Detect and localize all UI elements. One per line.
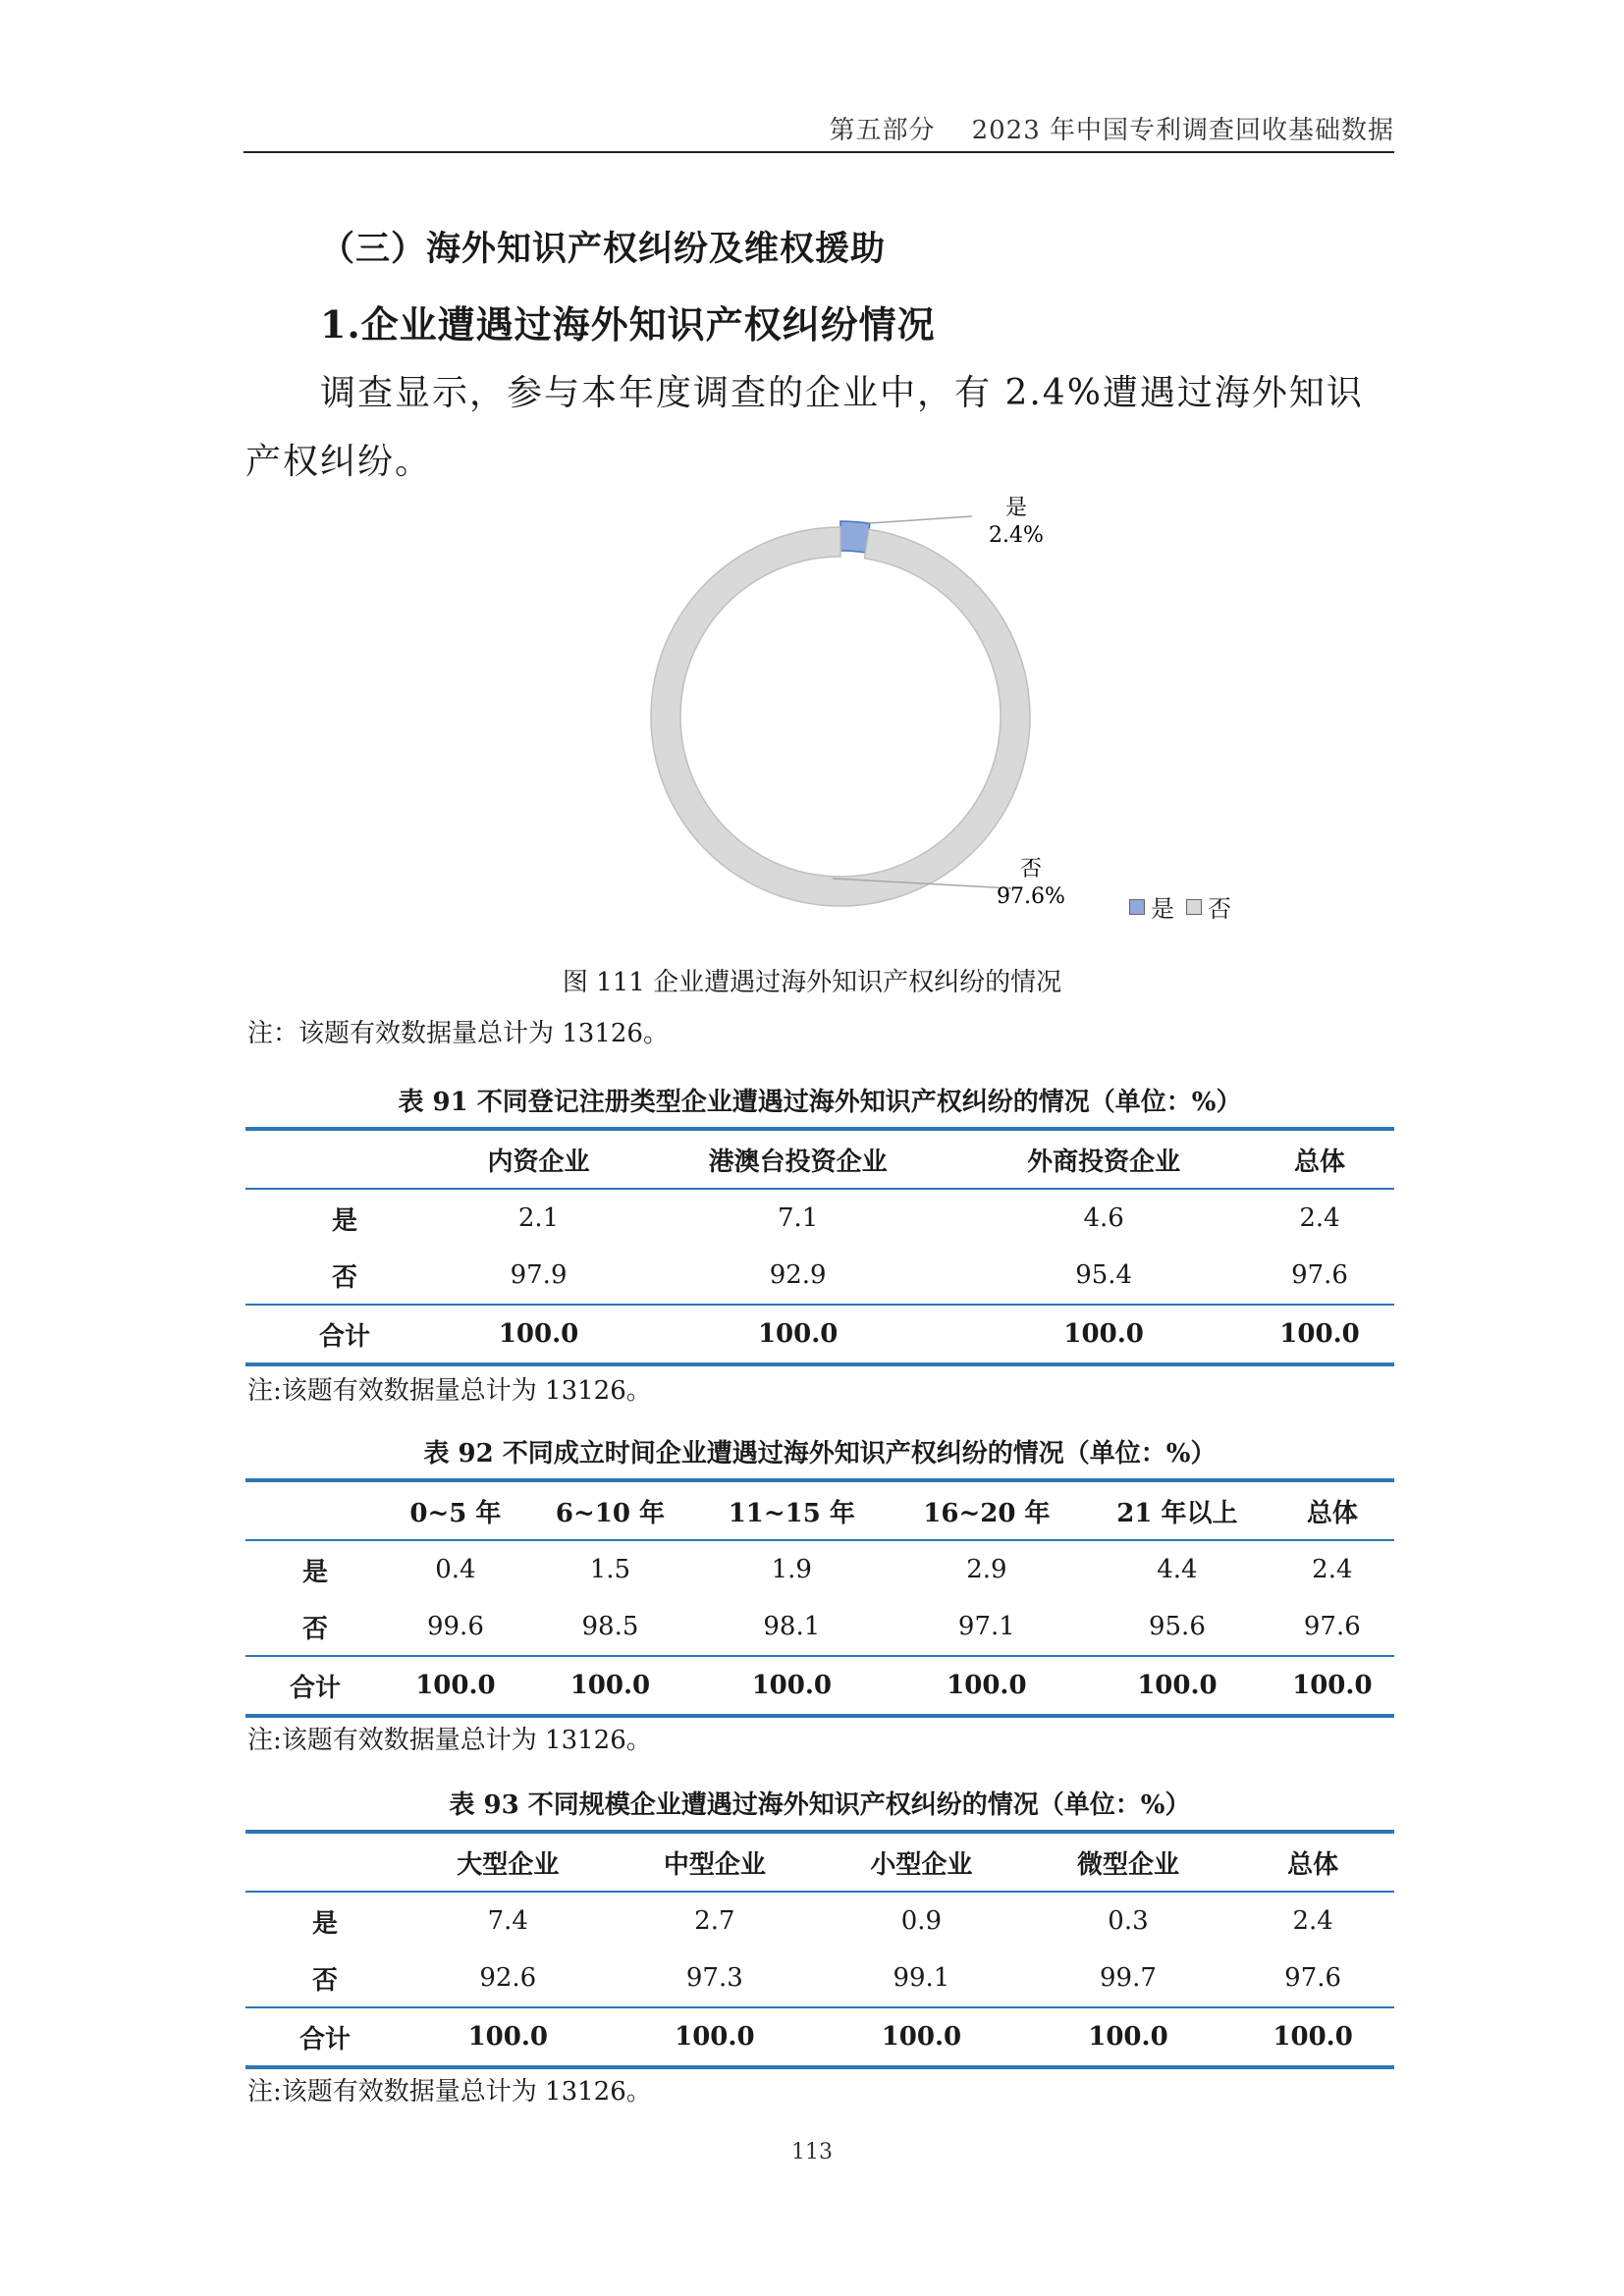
table91-col-header: 港澳台投资企业 [633, 1129, 962, 1189]
table-cell: 100.0 [1025, 2007, 1232, 2067]
table92-col-header [245, 1480, 385, 1540]
table93-note: 注:该题有效数据量总计为 13126。 [247, 2077, 652, 2107]
table-cell: 1.9 [771, 1555, 812, 1584]
table93-col-header: 微型企业 [1025, 1832, 1232, 1892]
table-total-row [245, 1305, 1394, 1364]
table92-col-header: 11~15 年 [694, 1480, 890, 1540]
table-cell: 95.6 [1148, 1612, 1206, 1641]
table-cell: 100.0 [890, 1656, 1085, 1716]
table-cell: 1.5 [589, 1555, 631, 1584]
table-total-row [245, 1656, 1394, 1716]
table-cell: 97.3 [685, 1963, 743, 1993]
header-section: 第五部分 [829, 116, 936, 145]
table-cell: 92.6 [479, 1963, 537, 1993]
table-cell: 100.0 [385, 1656, 526, 1716]
table92-col-header: 6~10 年 [526, 1480, 694, 1540]
row-label: 合计 [245, 2007, 405, 2067]
legend-label-no: 否 [1208, 895, 1231, 923]
table-cell: 100.0 [526, 1656, 694, 1716]
table-cell: 7.1 [777, 1203, 819, 1233]
table-cell: 4.4 [1157, 1555, 1198, 1584]
table-cell: 2.4 [1292, 1906, 1333, 1936]
table91 [245, 1127, 1394, 1366]
table93 [245, 1830, 1394, 2069]
table91-col-header: 内资企业 [444, 1129, 633, 1189]
table91-note: 注:该题有效数据量总计为 13126。 [247, 1376, 652, 1406]
table93-col-header: 中型企业 [612, 1832, 819, 1892]
table91-col-header: 总体 [1245, 1129, 1394, 1189]
row-label: 是 [331, 1205, 357, 1236]
table-cell: 95.4 [1075, 1260, 1133, 1290]
table-cell: 2.7 [694, 1906, 735, 1936]
table-cell: 97.6 [1291, 1260, 1348, 1290]
table-cell: 0.9 [900, 1906, 943, 1936]
table-cell: 100.0 [1271, 1656, 1394, 1716]
data-label-no-category: 否 [1019, 857, 1043, 881]
donut-slice-no [651, 527, 1030, 906]
table-cell: 97.9 [510, 1260, 568, 1290]
table93-col-header: 总体 [1231, 1832, 1394, 1892]
table-cell: 99.6 [426, 1612, 484, 1641]
donut-chart-svg [550, 491, 1100, 942]
table-cell: 4.6 [1083, 1203, 1124, 1233]
table-cell: 100.0 [405, 2007, 612, 2067]
table-cell: 100.0 [444, 1305, 633, 1364]
table-row [245, 1189, 1394, 1247]
legend-label-yes: 是 [1151, 895, 1174, 923]
table-row [245, 1892, 1394, 1949]
row-label: 是 [311, 1908, 338, 1939]
table-total-row [245, 2007, 1394, 2067]
leader-line-yes [869, 516, 972, 523]
row-label: 是 [301, 1557, 328, 1587]
table-cell: 97.1 [957, 1612, 1015, 1641]
table-cell: 100.0 [1084, 1656, 1271, 1716]
table-cell: 100.0 [1231, 2007, 1394, 2067]
table-row [245, 1949, 1394, 2007]
chart-legend [1129, 889, 1231, 924]
row-label: 否 [311, 1965, 338, 1996]
table92-col-header: 21 年以上 [1084, 1480, 1271, 1540]
data-label-yes-category: 是 [1004, 496, 1028, 520]
table91-col-header: 外商投资企业 [962, 1129, 1245, 1189]
page-number: 113 [791, 2140, 833, 2164]
table-cell: 97.6 [1303, 1612, 1361, 1641]
row-label: 合计 [245, 1656, 385, 1716]
table-cell: 0.4 [435, 1555, 476, 1584]
table-cell: 100.0 [962, 1305, 1245, 1364]
table-cell: 2.1 [517, 1203, 560, 1233]
row-label: 合计 [245, 1305, 444, 1364]
table-cell: 99.7 [1100, 1963, 1157, 1993]
row-label: 否 [331, 1262, 357, 1293]
table-cell: 100.0 [694, 1656, 890, 1716]
table-cell: 7.4 [487, 1906, 528, 1936]
header-title: 2023 年中国专利调查回收基础数据 [971, 116, 1394, 145]
table91-col-header [245, 1129, 444, 1189]
table92-col-header: 16~20 年 [890, 1480, 1085, 1540]
table91-title: 表 91 不同登记注册类型企业遭遇过海外知识产权纠纷的情况（单位：%） [398, 1088, 1242, 1117]
table93-title: 表 93 不同规模企业遭遇过海外知识产权纠纷的情况（单位：%） [449, 1790, 1191, 1820]
table93-col-header: 小型企业 [818, 1832, 1025, 1892]
legend-swatch-yes [1129, 899, 1145, 915]
data-label-yes-value: 2.4% [989, 523, 1044, 548]
paragraph-line-2: 产权纠纷。 [245, 442, 433, 482]
section-heading: （三）海外知识产权纠纷及维权援助 [320, 229, 887, 269]
figure-caption: 图 111 企业遭遇过海外知识产权纠纷的情况 [562, 968, 1062, 997]
table-cell: 2.4 [1299, 1203, 1340, 1233]
table-cell: 100.0 [633, 1305, 962, 1364]
table93-col-header [245, 1832, 405, 1892]
table92 [245, 1478, 1394, 1718]
table-cell: 100.0 [612, 2007, 819, 2067]
table-cell: 98.1 [763, 1612, 821, 1641]
legend-swatch-no [1186, 899, 1202, 915]
table-row [245, 1540, 1394, 1598]
table-cell: 0.3 [1108, 1906, 1149, 1936]
table-cell: 2.9 [966, 1555, 1007, 1584]
table-cell: 97.6 [1284, 1963, 1342, 1993]
table92-col-header: 总体 [1271, 1480, 1394, 1540]
table92-col-header: 0~5 年 [385, 1480, 526, 1540]
paragraph-line-1: 调查显示，参与本年度调查的企业中，有 2.4%遭遇过海外知识 [320, 373, 1364, 413]
table92-title: 表 92 不同成立时间企业遭遇过海外知识产权纠纷的情况（单位：%） [423, 1439, 1217, 1468]
table-cell: 100.0 [818, 2007, 1025, 2067]
table-row [245, 1247, 1394, 1305]
table-cell: 92.9 [769, 1260, 827, 1290]
subsection-heading: 1.企业遭遇过海外知识产权纠纷情况 [320, 302, 936, 347]
table-row [245, 1598, 1394, 1656]
table-cell: 100.0 [1245, 1305, 1394, 1364]
table93-col-header: 大型企业 [405, 1832, 612, 1892]
table-cell: 98.5 [581, 1612, 639, 1641]
figure-note: 注：该题有效数据量总计为 13126。 [247, 1019, 669, 1048]
data-label-no-value: 97.6% [997, 884, 1065, 909]
header-rule [244, 151, 1394, 153]
row-label: 否 [301, 1614, 328, 1644]
table-cell: 2.4 [1312, 1555, 1353, 1584]
table-cell: 99.1 [893, 1963, 950, 1993]
donut-chart [550, 491, 1100, 946]
table92-note: 注:该题有效数据量总计为 13126。 [247, 1726, 652, 1755]
running-header [245, 110, 1394, 146]
